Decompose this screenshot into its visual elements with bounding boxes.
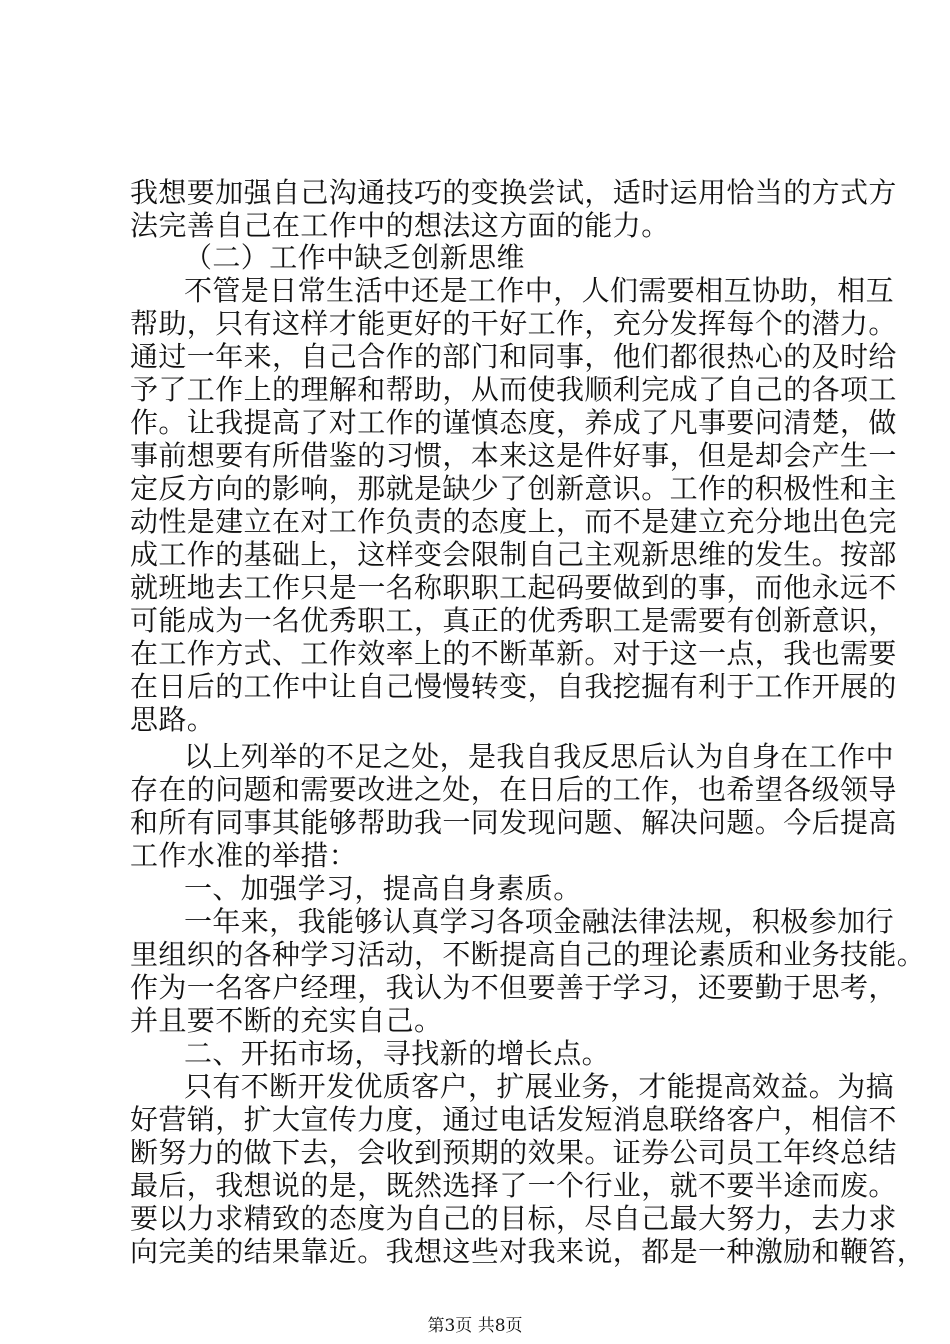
text-line: 动性是建立在对工作负责的态度上，而不是建立充分地出色完 [130,505,897,538]
text-line: 就班地去工作只是一名称职职工起码要做到的事，而他永远不 [130,571,897,604]
text-line: 通过一年来，自己合作的部门和同事，他们都很热心的及时给 [130,340,897,373]
page-footer: 第3页 共8页 [427,1316,523,1336]
text-line: 可能成为一名优秀职工，真正的优秀职工是需要有创新意识， [130,604,897,637]
text-line: 一年来，我能够认真学习各项金融法律法规，积极参加行 [184,905,895,938]
section-heading: 二、开拓市场，寻找新的增长点。 [184,1037,611,1070]
text-line: 定反方向的影响，那就是缺少了创新意识。工作的积极性和主 [130,472,897,505]
text-line: 只有不断开发优质客户，扩展业务，才能提高效益。为搞 [184,1070,895,1103]
section-heading: 一、加强学习，提高自身素质。 [184,872,582,905]
text-line: 予了工作上的理解和帮助，从而使我顺利完成了自己的各项工 [130,373,897,406]
text-line: 好营销，扩大宣传力度，通过电话发短消息联络客户，相信不 [130,1103,897,1136]
text-line: 工作水准的举措： [130,839,358,872]
text-line: 最后，我想说的是，既然选择了一个行业，就不要半途而废。 [130,1169,897,1202]
text-line: 法完善自己在工作中的想法这方面的能力。 [130,209,670,242]
text-line: 要以力求精致的态度为自己的目标，尽自己最大努力，去力求 [130,1202,897,1235]
text-line: 存在的问题和需要改进之处，在日后的工作，也希望各级领导 [130,773,897,806]
text-line: 作。让我提高了对工作的谨慎态度，养成了凡事要问清楚，做 [130,406,897,439]
text-line: 不管是日常生活中还是工作中，人们需要相互协助，相互 [184,274,895,307]
text-line: 向完美的结果靠近。我想这些对我来说，都是一种激励和鞭笞， [130,1235,926,1268]
text-line: 以上列举的不足之处，是我自我反思后认为自身在工作中 [184,740,895,773]
text-line: 成工作的基础上，这样变会限制自己主观新思维的发生。按部 [130,538,897,571]
text-line: 和所有同事其能够帮助我一同发现问题、解决问题。今后提高 [130,806,897,839]
text-line: 里组织的各种学习活动，不断提高自己的理论素质和业务技能。 [130,938,926,971]
text-line: 并且要不断的充实自己。 [130,1004,443,1037]
text-line: 在日后的工作中让自己慢慢转变，自我挖掘有利于工作开展的 [130,670,897,703]
text-line: 事前想要有所借鉴的习惯，本来这是件好事，但是却会产生一 [130,439,897,472]
text-line: 在工作方式、工作效率上的不断革新。对于这一点，我也需要 [130,637,897,670]
text-line: 帮助，只有这样才能更好的干好工作，充分发挥每个的潜力。 [130,307,897,340]
section-heading: （二）工作中缺乏创新思维 [184,241,525,274]
text-line: 断努力的做下去，会收到预期的效果。证券公司员工年终总结 [130,1136,897,1169]
text-line: 作为一名客户经理，我认为不但要善于学习，还要勤于思考， [130,971,897,1004]
text-line: 思路。 [130,703,216,736]
text-line: 我想要加强自己沟通技巧的变换尝试，适时运用恰当的方式方 [130,176,897,209]
